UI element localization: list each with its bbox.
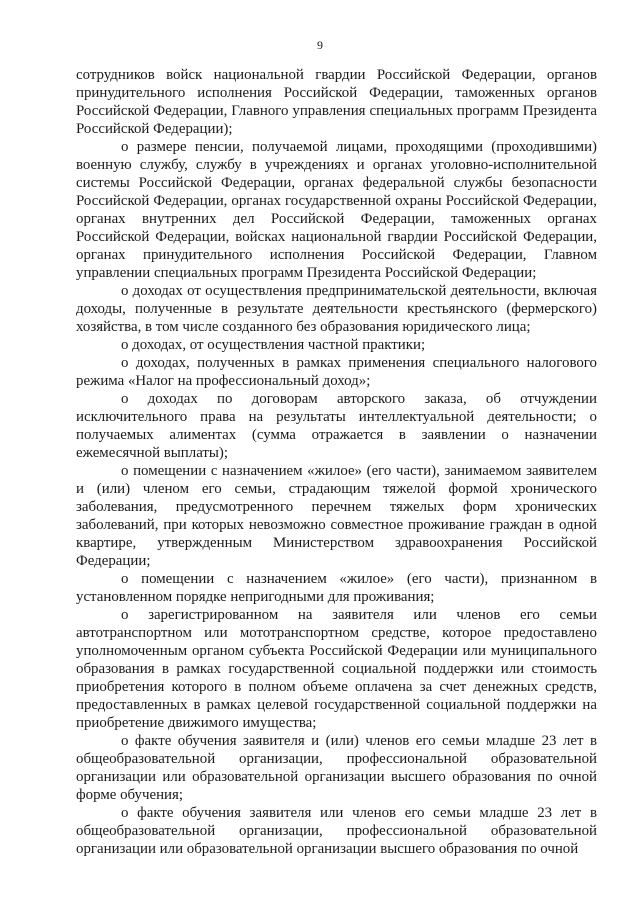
paragraph-continuation: сотрудников войск национальной гвардии Российской Федерации, органов принудительного исполнения Российской Федерации, таможенных органов Российской Федерации, Главного управления специальных программ Президента Российской Федерации); (76, 67, 597, 137)
document-body (76, 66, 597, 858)
page-number: 9 (317, 38, 323, 52)
paragraph-residential-premises-illness: о помещении с назначением «жилое» (его части), занимаемом заявителем и (или) членом его семьи, страдающим тяжелой формой хронического заболевания, предусмотренного перечнем тяжелых форм хронических заболеваний, при которых невозможно совместное проживание граждан в одной квартире, утвержденным Министерством здравоохранения Российской Федерации; (76, 463, 597, 569)
paragraph-education-fact-1: о факте обучения заявителя и (или) членов его семьи младше 23 лет в общеобразовательной организации, профессиональной образовательной организации или образовательной организации высшего образования по очной форме обучения; (76, 733, 597, 803)
paragraph-residential-premises-unfit: о помещении с назначением «жилое» (его части), признанном в установленном порядке непригодными для проживания; (76, 571, 597, 605)
paragraph-education-fact-2: о факте обучения заявителя или членов его семьи младше 23 лет в общеобразовательной организации, профессиональной образовательной организации или образовательной организации высшего образования по очной (76, 805, 597, 857)
paragraph-pension-size: о размере пенсии, получаемой лицами, проходящими (проходившими) военную службу, службу в учреждениях и органах уголовно-исполнительной системы Российской Федерации, органах федеральной службы безопасности Российской Федерации, органах государственной охраны Российской Федерации, органах внутренних дел Российской Федерации, таможенных органах Российской Федерации, войсках национальной гвардии Российской Федерации, органах принудительного исполнения Российской Федерации, Главном управлении специальных программ Президента Российской Федерации; (76, 139, 597, 281)
paragraph-business-income: о доходах от осуществления предпринимательской деятельности, включая доходы, полученные в результате деятельности крестьянского (фермерского) хозяйства, в том числе созданного без образования юридического лица; (76, 283, 597, 335)
paragraph-author-contracts: о доходах по договорам авторского заказа, об отчуждении исключительного права на результаты интеллектуальной деятельности; о получаемых алиментах (сумма отражается в заявлении о назначении ежемесячной выплаты); (76, 391, 597, 461)
paragraph-professional-income-tax: о доходах, полученных в рамках применения специального налогового режима «Налог на профессиональный доход»; (76, 355, 597, 389)
paragraph-vehicle-registration: о зарегистрированном на заявителя или членов его семьи автотранспортном или мототранспортном средстве, которое предоставлено уполномоченным органом субъекта Российской Федерации или муниципального образования в рамках государственной социальной поддержки или стоимость приобретения которого в полном объеме оплачена за счет денежных средств, предоставленных в рамках целевой государственной социальной поддержки на приобретение движимого имущества; (76, 607, 597, 731)
paragraph-private-practice: о доходах, от осуществления частной практики; (121, 337, 426, 353)
